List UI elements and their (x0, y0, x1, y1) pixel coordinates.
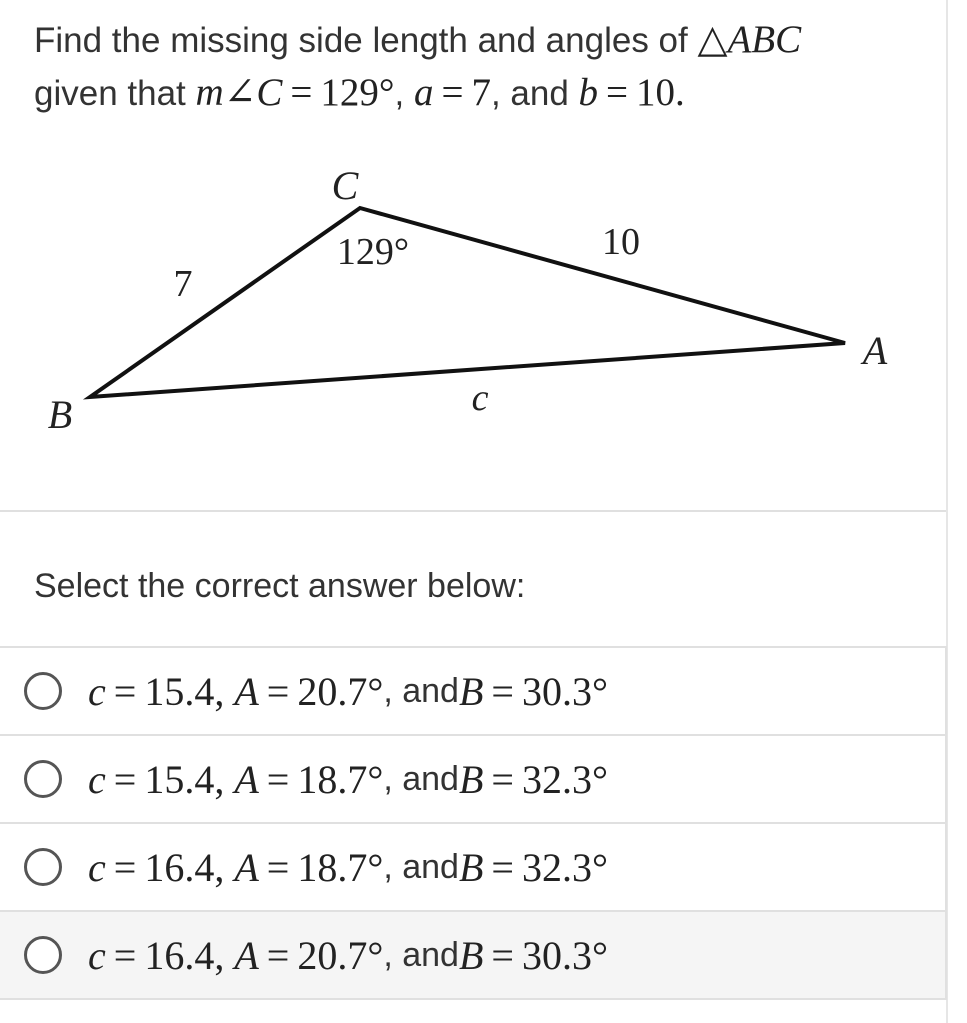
c-value: 15.4, (144, 756, 225, 802)
option-4-math (88, 932, 383, 979)
equals-sign: = (491, 668, 514, 714)
separator-and: , and (490, 74, 579, 113)
answer-option-4[interactable] (0, 912, 945, 1000)
b-variable: B (458, 756, 484, 802)
question-text (34, 14, 934, 120)
vertex-c-label: C (331, 163, 359, 208)
and-text: , and (383, 671, 459, 710)
b-variable: B (458, 844, 484, 890)
equals-sign: = (606, 71, 629, 114)
side-a-label: 7 (173, 263, 193, 305)
separator: , (394, 74, 414, 113)
equals-sign: = (290, 71, 313, 114)
radio-button[interactable] (24, 936, 62, 974)
equals-sign: = (491, 932, 514, 978)
a-variable: A (234, 844, 259, 890)
radio-button[interactable] (24, 760, 62, 798)
angle-c-value: 129° (320, 71, 395, 114)
vertex-a-label: A (862, 328, 888, 373)
triangle-figure (0, 150, 946, 450)
vertex-b-label: B (47, 392, 73, 437)
equals-sign: = (266, 756, 290, 802)
answer-choices (0, 646, 947, 1000)
equals-sign: = (266, 844, 290, 890)
option-1-math-b (459, 668, 608, 715)
c-variable: c (88, 756, 106, 802)
answer-prompt: Select the correct answer below: (34, 567, 526, 605)
angle-c-label: 129° (336, 231, 410, 273)
angle-a-value: 20.7° (297, 932, 384, 978)
side-c-label: c (471, 377, 489, 419)
side-b-expression (579, 71, 685, 114)
radio-button[interactable] (24, 672, 62, 710)
option-3-math-b (459, 844, 608, 891)
answer-option-3[interactable] (0, 824, 945, 912)
b-variable: B (458, 932, 484, 978)
period: . (675, 71, 685, 114)
answer-option-2[interactable] (0, 736, 945, 824)
angle-a-value: 20.7° (297, 668, 384, 714)
angle-measure-m: m (195, 71, 224, 114)
radio-button[interactable] (24, 848, 62, 886)
section-divider (0, 510, 946, 512)
equals-sign: = (266, 932, 290, 978)
side-b-variable: b (578, 71, 599, 114)
and-text: , and (383, 847, 459, 886)
angle-c-expression (196, 71, 395, 114)
c-variable: c (88, 844, 106, 890)
a-variable: A (234, 668, 259, 714)
triangle-abc (90, 208, 845, 397)
equals-sign: = (113, 756, 137, 802)
triangle-symbol: △ (697, 18, 728, 61)
equals-sign: = (113, 844, 137, 890)
angle-a-value: 18.7° (297, 756, 384, 802)
angle-b-value: 30.3° (521, 932, 608, 978)
question-line-2 (34, 67, 934, 120)
equals-sign: = (113, 668, 137, 714)
option-3-math (88, 844, 383, 891)
option-1-math (88, 668, 383, 715)
equals-sign: = (266, 668, 290, 714)
option-2-math (88, 756, 383, 803)
equals-sign: = (441, 71, 464, 114)
b-variable: B (458, 668, 484, 714)
given-that-text: given that (34, 74, 196, 113)
and-text: , and (383, 935, 459, 974)
side-b-value: 10 (636, 71, 676, 114)
triangle-name: ABC (727, 18, 802, 61)
c-value: 15.4, (144, 668, 225, 714)
c-variable: c (88, 668, 106, 714)
angle-symbol: ∠ (223, 71, 257, 114)
angle-b-value: 30.3° (521, 668, 608, 714)
c-value: 16.4, (144, 844, 225, 890)
option-4-math-b (459, 932, 608, 979)
a-variable: A (234, 756, 259, 802)
angle-vertex: C (256, 71, 283, 114)
triangle-diagram (0, 150, 946, 450)
a-variable: A (234, 932, 259, 978)
side-a-variable: a (413, 71, 434, 114)
c-value: 16.4, (144, 932, 225, 978)
question-intro: Find the missing side length and angles of (34, 21, 698, 60)
side-a-value: 7 (471, 71, 491, 114)
triangle-notation (697, 18, 801, 61)
equals-sign: = (491, 756, 514, 802)
side-b-label: 10 (602, 221, 640, 263)
angle-a-value: 18.7° (297, 844, 384, 890)
answer-option-1[interactable] (0, 648, 945, 736)
equals-sign: = (113, 932, 137, 978)
option-2-math-b (459, 756, 608, 803)
and-text: , and (383, 759, 459, 798)
question-line-1 (34, 14, 934, 67)
angle-b-value: 32.3° (521, 844, 608, 890)
angle-b-value: 32.3° (521, 756, 608, 802)
equals-sign: = (491, 844, 514, 890)
side-a-expression (414, 71, 491, 114)
c-variable: c (88, 932, 106, 978)
